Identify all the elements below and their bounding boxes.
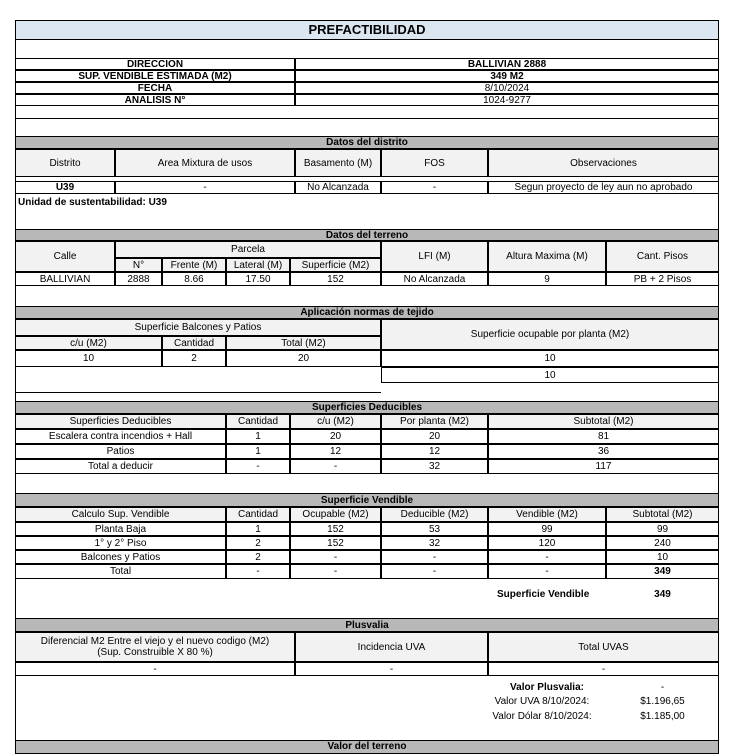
table-row-cell: 2 (226, 550, 290, 564)
calle-col: Calle (15, 241, 115, 272)
table-row-cell: 36 (488, 444, 719, 459)
vendible-col-subtotal: Subtotal (M2) (606, 507, 719, 522)
table-row-cell: - (290, 459, 381, 474)
deducibles-header: Superficies Deducibles (15, 401, 719, 414)
fos-col: FOS (381, 149, 488, 177)
table-row-cell: - (226, 459, 290, 474)
direccion-label: DIRECCION (15, 58, 295, 70)
spacer (15, 118, 719, 132)
table-row-cell: 32 (381, 459, 488, 474)
table-row-cell: 1 (226, 522, 290, 536)
fecha-label: FECHA (15, 82, 295, 94)
fecha-value: 8/10/2024 (295, 82, 719, 94)
vendible-col-ocupable: Ocupable (M2) (290, 507, 381, 522)
vendible-col-vendible: Vendible (M2) (488, 507, 606, 522)
table-row-cell: 99 (606, 522, 719, 536)
deducibles-col-planta: Por planta (M2) (381, 414, 488, 429)
page-title: PREFACTIBILIDAD (15, 20, 719, 40)
analisis-label: ANALISIS N° (15, 94, 295, 106)
cu-col: c/u (M2) (15, 336, 162, 350)
area-col: Area Mixtura de usos (115, 149, 295, 177)
valor-uva-value: $1.196,65 (640, 696, 685, 707)
sustentabilidad-note: Unidad de sustentabilidad: U39 (18, 196, 167, 208)
superficie-vendible-value: 349 (654, 589, 671, 600)
table-row-cell: 152 (290, 522, 381, 536)
numero-value: 2888 (115, 272, 162, 286)
sup-label: SUP. VENDIBLE ESTIMADA (M2) (15, 70, 295, 82)
table-row-cell: Planta Baja (15, 522, 226, 536)
valor-uva-label: Valor UVA 8/10/2024: (494, 696, 590, 707)
lfi-value: No Alcanzada (381, 272, 488, 286)
pisos-value: PB + 2 Pisos (606, 272, 719, 286)
table-row-cell: 117 (488, 459, 719, 474)
lateral-col: Lateral (M) (226, 258, 290, 272)
table-row-cell: - (381, 564, 488, 579)
table-row-cell: Total a deducir (15, 459, 226, 474)
table-row-cell: 1° y 2° Piso (15, 536, 226, 550)
table-row-cell: - (290, 564, 381, 579)
table-row-cell: - (488, 550, 606, 564)
superficie-vendible-label: Superficie Vendible (497, 589, 590, 600)
cantidad-col: Cantidad (162, 336, 226, 350)
distrito-col: Distrito (15, 149, 115, 177)
table-row-cell: 2 (226, 536, 290, 550)
table-row-cell: 10 (606, 550, 719, 564)
plusvalia-col-line1: Diferencial M2 Entre el viejo y el nuevo codigo (M2) (40, 636, 270, 647)
total-value: 20 (226, 350, 381, 367)
altura-value: 9 (488, 272, 606, 286)
table-row-cell: 1 (226, 429, 290, 444)
table-row-cell: 53 (381, 522, 488, 536)
table-row-cell: - (226, 564, 290, 579)
sup-value: 349 M2 (295, 70, 719, 82)
table-row-cell: Patios (15, 444, 226, 459)
table-row-cell: 240 (606, 536, 719, 550)
plusvalia-value-total: - (488, 662, 719, 676)
table-row-cell: 12 (290, 444, 381, 459)
terreno-header: Datos del terreno (15, 229, 719, 241)
vendible-col-deducible: Deducible (M2) (381, 507, 488, 522)
tejido-header: Aplicación normas de tejido (15, 306, 719, 319)
ocupable-value-1: 10 (381, 350, 719, 367)
total-col: Total (M2) (226, 336, 381, 350)
table-row-cell: Escalera contra incendios + Hall (15, 429, 226, 444)
vendible-header: Superficie Vendible (15, 493, 719, 507)
basamento-value: No Alcanzada (295, 181, 381, 194)
plusvalia-value-incidencia: - (295, 662, 488, 676)
calle-value: BALLIVIAN (15, 272, 115, 286)
table-row-cell: - (290, 550, 381, 564)
superficie-col: Superficie (M2) (290, 258, 381, 272)
table-row-cell: - (488, 564, 606, 579)
table-row-cell: 120 (488, 536, 606, 550)
table-row-cell: 12 (381, 444, 488, 459)
valor-dolar-value: $1.185,00 (640, 711, 685, 722)
analisis-value: 1024-9277 (295, 94, 719, 106)
pisos-col: Cant. Pisos (606, 241, 719, 272)
table-row-cell: 152 (290, 536, 381, 550)
direccion-value: BALLIVIAN 2888 (295, 58, 719, 70)
plusvalia-col-incidencia: Incidencia UVA (295, 632, 488, 662)
vendible-col-calc: Calculo Sup. Vendible (15, 507, 226, 522)
altura-col: Altura Maxima (M) (488, 241, 606, 272)
deducibles-col-cantidad: Cantidad (226, 414, 290, 429)
valor-dolar-label: Valor Dólar 8/10/2024: (492, 711, 592, 722)
cu-value: 10 (15, 350, 162, 367)
frente-value: 8.66 (162, 272, 226, 286)
table-row-cell: 32 (381, 536, 488, 550)
table-row-cell: - (381, 550, 488, 564)
vendible-col-cantidad: Cantidad (226, 507, 290, 522)
plusvalia-col-line2: (Sup. Construible X 80 %) (97, 647, 213, 658)
table-row-cell: 1 (226, 444, 290, 459)
observaciones-value: Segun proyecto de ley aun no aprobado (488, 181, 719, 194)
deducibles-col-cu: c/u (M2) (290, 414, 381, 429)
vendible-total: 349 (606, 564, 719, 579)
table-row-cell: 20 (381, 429, 488, 444)
balcones-col: Superficie Balcones y Patios (15, 319, 381, 336)
area-value: - (115, 181, 295, 194)
superficie-value: 152 (290, 272, 381, 286)
observaciones-col: Observaciones (488, 149, 719, 177)
frente-col: Frente (M) (162, 258, 226, 272)
valor-plusvalia-value: - (660, 682, 665, 693)
deducibles-col-name: Superficies Deducibles (15, 414, 226, 429)
table-row-cell: 20 (290, 429, 381, 444)
table-row-cell: Balcones y Patios (15, 550, 226, 564)
valor-plusvalia-label: Valor Plusvalia: (510, 682, 584, 693)
basamento-col: Basamento (M) (295, 149, 381, 177)
valor-terreno-header: Valor del terreno (15, 740, 719, 754)
fos-value: - (381, 181, 488, 194)
ocupable-value-2: 10 (381, 367, 719, 383)
numero-col: N° (115, 258, 162, 272)
parcela-col: Parcela (115, 241, 381, 258)
distrito-value: U39 (15, 181, 115, 194)
lfi-col: LFI (M) (381, 241, 488, 272)
table-row-cell: 81 (488, 429, 719, 444)
distrito-header: Datos del distrito (15, 136, 719, 149)
cantidad-value: 2 (162, 350, 226, 367)
plusvalia-col-total: Total UVAS (488, 632, 719, 662)
plusvalia-value-diferencial: - (15, 662, 295, 676)
ocupable-col: Superficie ocupable por planta (M2) (381, 319, 719, 350)
plusvalia-col-diferencial (15, 632, 295, 662)
table-row-cell: Total (15, 564, 226, 579)
spacer (15, 380, 381, 393)
lateral-value: 17.50 (226, 272, 290, 286)
deducibles-col-subtotal: Subtotal (M2) (488, 414, 719, 429)
table-row-cell: 99 (488, 522, 606, 536)
plusvalia-header: Plusvalia (15, 618, 719, 632)
